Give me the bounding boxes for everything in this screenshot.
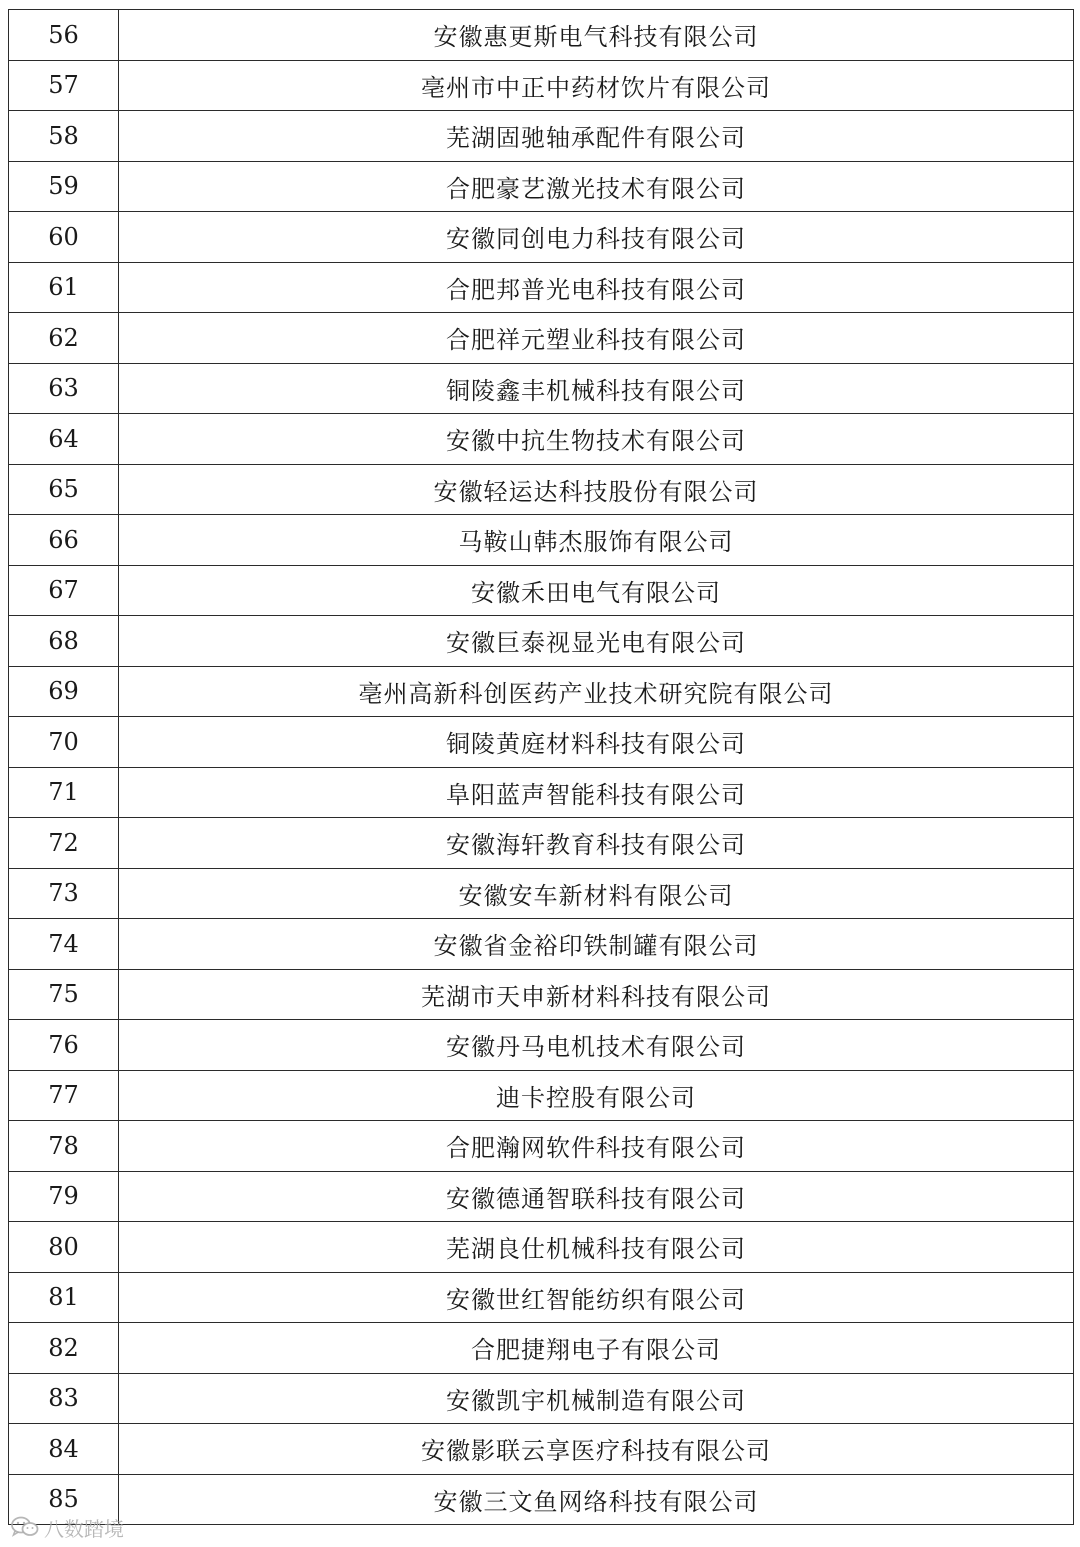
table-row [9,464,1074,515]
row-number-cell: 76 [9,1020,119,1071]
company-name-cell: 亳州市中正中药材饮片有限公司 [119,60,1074,111]
table-row [9,1121,1074,1172]
company-name-cell: 安徽海轩教育科技有限公司 [119,818,1074,869]
company-name-cell: 芜湖市天申新材料科技有限公司 [119,969,1074,1020]
company-name-cell: 安徽中抗生物技术有限公司 [119,414,1074,465]
table-row [9,313,1074,364]
row-number-cell: 73 [9,868,119,919]
company-table [8,9,1074,1525]
table-row [9,1070,1074,1121]
table-row [9,717,1074,768]
company-name-cell: 安徽同创电力科技有限公司 [119,212,1074,263]
table-row [9,161,1074,212]
table-row [9,919,1074,970]
company-name-cell: 安徽世红智能纺织有限公司 [119,1272,1074,1323]
row-number-cell: 66 [9,515,119,566]
company-name-cell: 铜陵鑫丰机械科技有限公司 [119,363,1074,414]
company-name-cell: 合肥祥元塑业科技有限公司 [119,313,1074,364]
table-row [9,818,1074,869]
row-number-cell: 67 [9,565,119,616]
row-number-cell: 85 [9,1474,119,1525]
row-number-cell: 80 [9,1222,119,1273]
row-number-cell: 56 [9,10,119,61]
row-number-cell: 60 [9,212,119,263]
row-number-cell: 61 [9,262,119,313]
table-row [9,1272,1074,1323]
table-row [9,10,1074,61]
row-number-cell: 58 [9,111,119,162]
row-number-cell: 68 [9,616,119,667]
table-row [9,1020,1074,1071]
row-number-cell: 69 [9,666,119,717]
company-name-cell: 安徽省金裕印铁制罐有限公司 [119,919,1074,970]
row-number-cell: 63 [9,363,119,414]
table-row [9,1323,1074,1374]
company-name-cell: 合肥豪艺激光技术有限公司 [119,161,1074,212]
row-number-cell: 78 [9,1121,119,1172]
company-name-cell: 合肥捷翔电子有限公司 [119,1323,1074,1374]
company-name-cell: 芜湖良仕机械科技有限公司 [119,1222,1074,1273]
table-row [9,1474,1074,1525]
company-name-cell: 安徽禾田电气有限公司 [119,565,1074,616]
row-number-cell: 75 [9,969,119,1020]
row-number-cell: 57 [9,60,119,111]
row-number-cell: 84 [9,1424,119,1475]
company-name-cell: 安徽轻运达科技股份有限公司 [119,464,1074,515]
table-row [9,262,1074,313]
row-number-cell: 70 [9,717,119,768]
company-name-cell: 安徽德通智联科技有限公司 [119,1171,1074,1222]
row-number-cell: 64 [9,414,119,465]
company-name-cell: 安徽惠更斯电气科技有限公司 [119,10,1074,61]
table-row [9,363,1074,414]
table-row [9,1424,1074,1475]
company-name-cell: 安徽三文鱼网络科技有限公司 [119,1474,1074,1525]
company-name-cell: 马鞍山韩杰服饰有限公司 [119,515,1074,566]
table-row [9,212,1074,263]
company-name-cell: 安徽巨泰视显光电有限公司 [119,616,1074,667]
row-number-cell: 77 [9,1070,119,1121]
company-name-cell: 安徽影联云享医疗科技有限公司 [119,1424,1074,1475]
company-name-cell: 安徽凯宇机械制造有限公司 [119,1373,1074,1424]
row-number-cell: 62 [9,313,119,364]
company-name-cell: 迪卡控股有限公司 [119,1070,1074,1121]
table-row [9,111,1074,162]
table-row [9,1222,1074,1273]
company-name-cell: 安徽丹马电机技术有限公司 [119,1020,1074,1071]
table-row [9,515,1074,566]
row-number-cell: 81 [9,1272,119,1323]
table-row [9,767,1074,818]
watermark-text: 八数踏境 [44,1516,124,1541]
row-number-cell: 79 [9,1171,119,1222]
company-name-cell: 安徽安车新材料有限公司 [119,868,1074,919]
company-name-cell: 合肥邦普光电科技有限公司 [119,262,1074,313]
company-name-cell: 芜湖固驰轴承配件有限公司 [119,111,1074,162]
table-row [9,868,1074,919]
row-number-cell: 74 [9,919,119,970]
table-row [9,60,1074,111]
table-row [9,414,1074,465]
table-row [9,969,1074,1020]
company-name-cell: 亳州高新科创医药产业技术研究院有限公司 [119,666,1074,717]
table-row [9,565,1074,616]
row-number-cell: 72 [9,818,119,869]
row-number-cell: 65 [9,464,119,515]
company-name-cell: 阜阳蓝声智能科技有限公司 [119,767,1074,818]
table-row [9,1373,1074,1424]
table-body [9,10,1074,1525]
table-row [9,1171,1074,1222]
company-name-cell: 铜陵黄庭材料科技有限公司 [119,717,1074,768]
company-name-cell: 合肥瀚网软件科技有限公司 [119,1121,1074,1172]
table-row [9,666,1074,717]
table-row [9,616,1074,667]
row-number-cell: 82 [9,1323,119,1374]
row-number-cell: 83 [9,1373,119,1424]
row-number-cell: 71 [9,767,119,818]
row-number-cell: 59 [9,161,119,212]
